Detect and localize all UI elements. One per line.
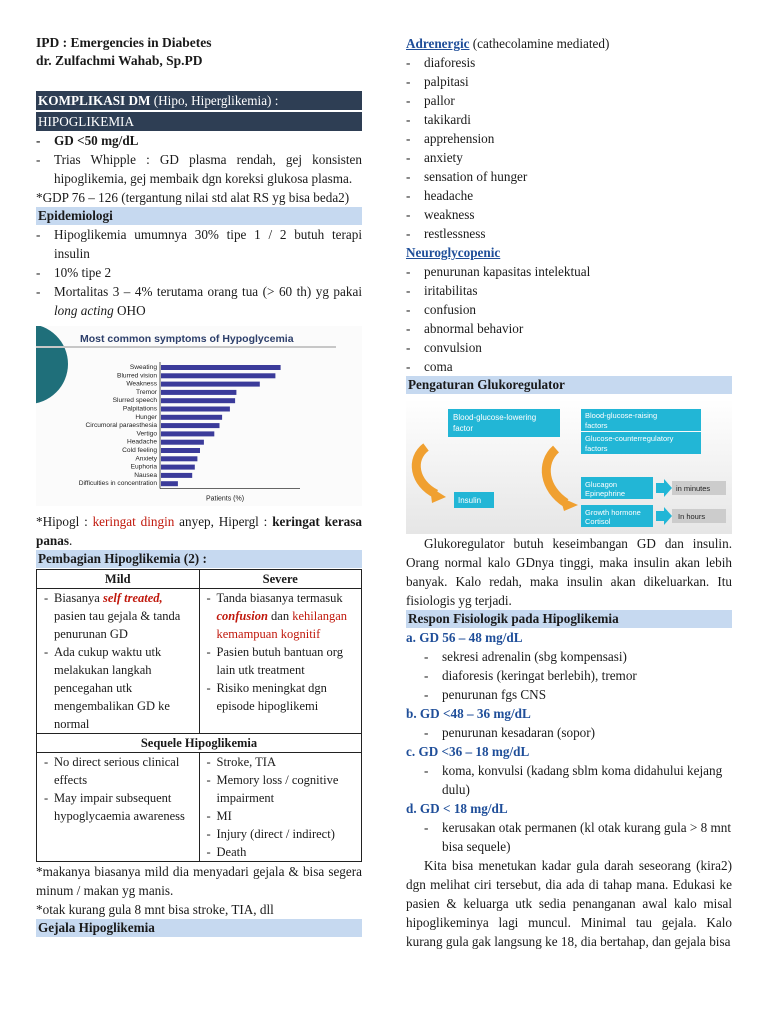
glukoregulator-para: Glukoregulator butuh keseimbangan GD dan insulin. Orang normal kalo GDnya tinggi, maka insulin akan lebih banyak. Kalo redah, maka insulin akan dikeluarkan. Itu fisiologis yg terjadi. [406, 536, 732, 608]
pembagian-heading: Pembagian Hipoglikemia (2) : [36, 550, 362, 568]
neuro-item: - abnormal behavior [406, 319, 732, 338]
severe-item-3: - Risiko meningkat dgn episode hipoglikemi [204, 679, 358, 715]
epid-item-3: - Mortalitas 3 – 4% terutama orang tua (> 60 th) yg pakai long acting OHO [36, 282, 362, 320]
pengaturan-heading: Pengaturan Glukoregulator [406, 376, 732, 394]
respon-c: c. GD <36 – 18 mg/dL [406, 744, 530, 759]
adrenergic-item: - diaforesis [406, 53, 732, 72]
komplikasi-heading: KOMPLIKASI DM (Hipo, Hiperglikemia) : [36, 91, 362, 110]
mild-cell [37, 589, 200, 734]
epidemiologi-heading: Epidemiologi [36, 207, 362, 225]
glucoregulator-diagram [406, 399, 732, 534]
chart-bar [161, 465, 195, 470]
adrenergic-item: - apprehension [406, 129, 732, 148]
sequele-severe-cell [199, 753, 362, 862]
chart-category-label: Difficulties in concentration [78, 480, 157, 488]
glucagon-label: Glucagon [585, 480, 618, 489]
hipoglikemia-heading: HIPOGLIKEMIA [36, 112, 362, 131]
chart-bar [161, 431, 214, 436]
sequele-severe-4: - Injury (direct / indirect) [204, 825, 358, 843]
adrenergic-item: - takikardi [406, 110, 732, 129]
adrenergic-item: - weakness [406, 205, 732, 224]
sequele-header: Sequele Hipoglikemia [37, 734, 362, 753]
chart-bar [161, 373, 275, 378]
chart-bar [161, 382, 260, 387]
hours-label: In hours [678, 512, 706, 521]
sequele-mild-1: - No direct serious clinical effects [41, 753, 195, 789]
cortisol-label: Cortisol [585, 517, 611, 526]
chart-title: Most common symptoms of Hypoglycemia [80, 333, 294, 345]
chart-category-label: Slurred speech [112, 397, 157, 405]
epid-item-1: - Hipoglikemia umumnya 30% tipe 1 / 2 butuh terapi insulin [36, 225, 362, 263]
chart-bar [161, 481, 178, 486]
symptoms-chart [36, 326, 362, 506]
svg-text:factor: factor [453, 424, 474, 433]
doc-author: dr. Zulfachmi Wahab, Sp.PD [36, 53, 203, 68]
neuro-item: - iritabilitas [406, 281, 732, 300]
chart-category-label: Circumoral paraesthesia [85, 422, 157, 430]
neuro-item: - confusion [406, 300, 732, 319]
mild-item-1: - Biasanya self treated, pasien tau gejala & tanda penurunan GD [41, 589, 195, 643]
sequele-severe-5: - Death [204, 843, 358, 861]
neuro-heading: Neuroglycopenic [406, 245, 501, 260]
adrenergic-item: - restlessness [406, 224, 732, 243]
respon-d: d. GD < 18 mg/dL [406, 801, 508, 816]
left-column [36, 34, 362, 937]
gd-threshold: - GD <50 mg/dL [36, 131, 362, 150]
severe-item-1: - Tanda biasanya termasuk confusion dan kehilangan kemampuan kognitif [204, 589, 358, 643]
respon-c-item-1: - koma, konvulsi (kadang sblm koma didahului kejang dulu) [424, 763, 723, 797]
epinephrine-label: Epinephrine [585, 489, 626, 498]
respon-b-item-1: - penurunan kesadaran (sopor) [424, 725, 596, 740]
sequele-severe-3: - MI [204, 807, 358, 825]
gdp-note: *GDP 76 – 126 (tergantung nilai std alat RS yg bisa beda2) [36, 190, 350, 205]
insulin-label: Insulin [458, 496, 482, 505]
adrenergic-item: - palpitasi [406, 72, 732, 91]
severe-item-2: - Pasien butuh bantuan org lain utk treatment [204, 643, 358, 679]
respon-d-item-1: - kerusakan otak permanen (kl otak kurang gula > 8 mnt bisa sequele) [424, 820, 732, 854]
mild-note: *makanya biasanya mild dia menyadari gejala & bisa segera minum / makan yg manis. [36, 864, 362, 898]
chart-bar [161, 415, 222, 420]
sequele-mild-cell [37, 753, 200, 862]
respon-b: b. GD <48 – 36 mg/dL [406, 706, 531, 721]
respon-a: a. GD 56 – 48 mg/dL [406, 630, 523, 645]
adrenergic-list [406, 53, 732, 243]
counterregulatory-label: Glucose-counterregulatory [585, 434, 674, 443]
neuro-item: - penurunan kapasitas intelektual [406, 262, 732, 281]
chart-category-label: Sweating [129, 364, 157, 371]
adrenergic-item: - pallor [406, 91, 732, 110]
glucoregulator-diagram-svg [406, 399, 732, 534]
svg-text:factors: factors [585, 444, 608, 453]
epid-item-2: - 10% tipe 2 [36, 263, 362, 282]
chart-category-label: Cold feeling [122, 447, 157, 454]
chart-bar [161, 398, 235, 403]
chart-category-label: Palpitations [122, 405, 157, 413]
gh-label: Growth hormone [585, 508, 641, 517]
chart-title-rule [36, 346, 336, 348]
sequele-severe-1: - Stroke, TIA [204, 753, 358, 771]
neuro-item: - coma [406, 357, 732, 376]
chart-bar [161, 365, 281, 370]
right-column [406, 34, 732, 951]
chart-bar [161, 473, 192, 478]
chart-bar [161, 440, 204, 445]
adrenergic-item: - sensation of hunger [406, 167, 732, 186]
chart-x-label: Patients (%) [205, 495, 245, 503]
respon-heading: Respon Fisiologik pada Hipoglikemia [406, 610, 732, 628]
respon-a-item-2: - diaforesis (keringat berlebih), tremor [424, 668, 637, 683]
chart-bar [161, 407, 230, 412]
chart-category-label: Euphoria [130, 463, 157, 471]
respon-a-item-1: - sekresi adrenalin (sbg kompensasi) [424, 649, 627, 664]
raising-label: Blood-glucose-raising [585, 411, 658, 420]
symptoms-chart-svg [36, 326, 362, 506]
chart-category-label: Blurred vision [117, 372, 157, 380]
adrenergic-item: - headache [406, 186, 732, 205]
chart-bar [161, 456, 197, 461]
chart-category-label: Weakness [126, 380, 157, 388]
doc-title: IPD : Emergencies in Diabetes [36, 35, 212, 50]
chart-bar [161, 423, 220, 428]
mild-header: Mild [37, 570, 200, 589]
gejala-heading: Gejala Hipoglikemia [36, 919, 362, 937]
sequele-mild-2: - May impair subsequent hypoglycaemia awareness [41, 789, 195, 825]
trias-whipple: - Trias Whipple : GD plasma rendah, gej konsisten hipoglikemia, gej membaik dgn koreksi glukosa plasma. [36, 150, 362, 188]
minutes-label: in minutes [676, 484, 711, 493]
respon-a-item-3: - penurunan fgs CNS [424, 687, 547, 702]
chart-category-label: Nausea [134, 471, 157, 479]
severe-cell [199, 589, 362, 734]
mild-item-2: - Ada cukup waktu utk melakukan langkah pencegahan utk mengembalikan GD ke normal [41, 643, 195, 733]
otak-note: *otak kurang gula 8 mnt bisa stroke, TIA, dll [36, 902, 274, 917]
neuro-list [406, 262, 732, 376]
chart-category-label: Anxiety [135, 455, 157, 463]
respon-para: Kita bisa menetukan kadar gula darah seseorang (kira2) dgn melihat ciri tersebut, dia ada di tahap mana. Edukasi ke pasien & keluarga utk sedia penanganan awal kalo misal hipoglikeminya lagi muncul. Minimal tau gejala. Kalo kurang gula gak langsung ke 18, dia bertahap, dan gejala bisa [406, 858, 732, 949]
chart-category-label: Tremor [135, 388, 157, 396]
lowering-label: Blood-glucose-lowering [453, 413, 537, 422]
chart-bar [161, 390, 236, 395]
chart-category-label: Headache [126, 438, 157, 446]
adrenergic-item: - anxiety [406, 148, 732, 167]
sequele-severe-2: - Memory loss / cognitive impairment [204, 771, 358, 807]
chart-bar [161, 448, 200, 453]
chart-category-label: Vertigo [136, 430, 157, 438]
adrenergic-heading: Adrenergic (cathecolamine mediated) [406, 36, 610, 51]
neuro-item: - convulsion [406, 338, 732, 357]
keringat-note: *Hipogl : keringat dingin anyep, Hipergl : keringat kerasa panas. [36, 514, 363, 548]
svg-text:factors: factors [585, 421, 608, 430]
severity-table [36, 569, 362, 862]
chart-category-label: Hunger [135, 413, 157, 421]
severe-header: Severe [199, 570, 362, 589]
